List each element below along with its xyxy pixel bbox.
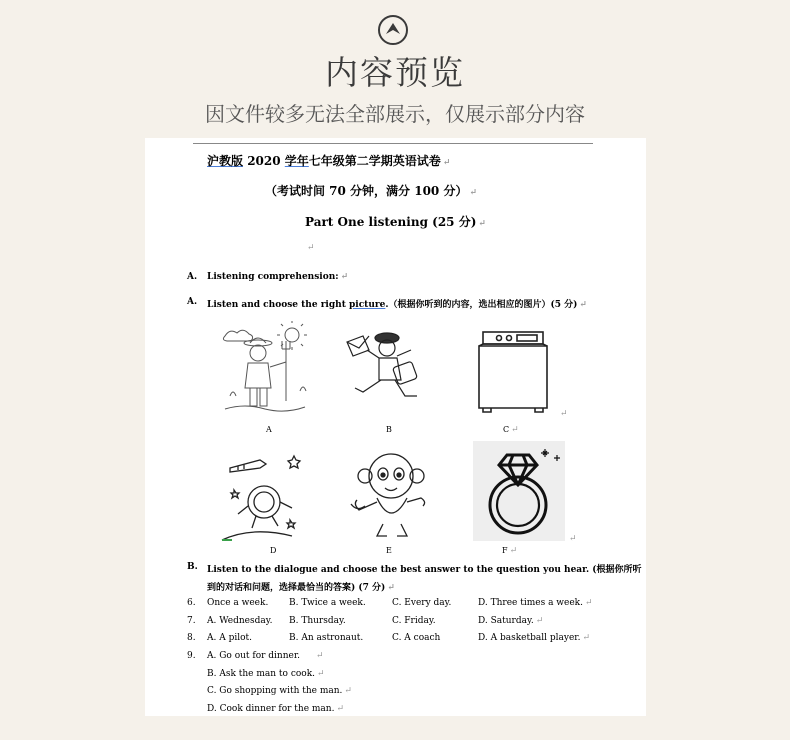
- option-b: B. Twice a week.: [289, 598, 366, 608]
- exam-time: （考试时间 70 分钟，满分 100 分） ↵: [265, 184, 478, 198]
- page-subtitle: 因文件较多无法全部展示，仅展示部分内容: [205, 102, 585, 126]
- return-mark: ↵: [560, 409, 568, 419]
- section-b-line2: 到的对话和问题，选择最恰当的答案) (7 分) ↵: [207, 583, 395, 593]
- question-number: 6.: [187, 598, 196, 608]
- part-one-heading: Part One listening (25 分) ↵: [305, 215, 486, 229]
- option-b: B. Thursday.: [289, 616, 346, 626]
- chevron-up-circle-icon[interactable]: [377, 14, 409, 46]
- section-b-line1: Listen to the dialogue and choose the best answer to the question you hear. (根据你所听: [207, 565, 642, 575]
- option-c: C. A coach: [392, 633, 441, 643]
- subsection-a-label: A.: [187, 297, 198, 307]
- subsection-a-text: Listen and choose the right picture.（根据你听到的内容，选出相应的图片）(5 分) ↵: [207, 300, 587, 310]
- question-number: 9.: [187, 651, 196, 661]
- monkey-icon: [343, 446, 435, 541]
- document-preview: [145, 138, 646, 716]
- picture-label-e: E: [386, 546, 392, 555]
- page-title: 内容预览: [325, 53, 465, 92]
- picture-label-b: B: [386, 425, 392, 434]
- picture-label-a: A: [266, 425, 272, 434]
- option-c: C. Friday.: [392, 616, 436, 626]
- option-a: A. A pilot.: [207, 633, 252, 643]
- section-a-text: Listening comprehension: ↵: [207, 272, 349, 282]
- blank-paragraph: ↵: [307, 243, 315, 253]
- return-mark: ↵: [569, 534, 577, 544]
- option-d: D. Three times a week. ↵: [478, 598, 593, 608]
- section-b-label: B.: [187, 562, 198, 572]
- q9-option-d: D. Cook dinner for the man. ↵: [207, 704, 344, 714]
- astronaut-icon: [220, 450, 310, 542]
- option-b: B. An astronaut.: [289, 633, 364, 643]
- q9-option-c: C. Go shopping with the man. ↵: [207, 686, 352, 696]
- option-a: A. Wednesday.: [207, 616, 273, 626]
- section-a-label: A.: [187, 272, 198, 282]
- header-rule: [193, 143, 593, 144]
- mailman-icon: [337, 330, 433, 410]
- exam-title: 沪教版 2020 学年七年级第二学期英语试卷 ↵: [207, 154, 451, 168]
- q9-option-a: A. Go out for dinner. ↵: [207, 651, 324, 661]
- q9-option-b: B. Ask the man to cook. ↵: [207, 669, 325, 679]
- option-d: D. Saturday. ↵: [478, 616, 544, 626]
- picture-label-c: C ↵: [503, 425, 519, 435]
- question-number: 8.: [187, 633, 196, 643]
- picture-label-d: D: [270, 546, 277, 555]
- diamond-ring-icon: [473, 441, 565, 541]
- option-d: D. A basketball player. ↵: [478, 633, 591, 643]
- question-number: 7.: [187, 616, 196, 626]
- washing-machine-icon: [475, 328, 550, 413]
- picture-label-f: F ↵: [502, 546, 518, 556]
- farmer-icon: [220, 321, 310, 416]
- preview-header: [0, 0, 790, 138]
- option-a: Once a week.: [207, 598, 269, 608]
- option-c: C. Every day.: [392, 598, 452, 608]
